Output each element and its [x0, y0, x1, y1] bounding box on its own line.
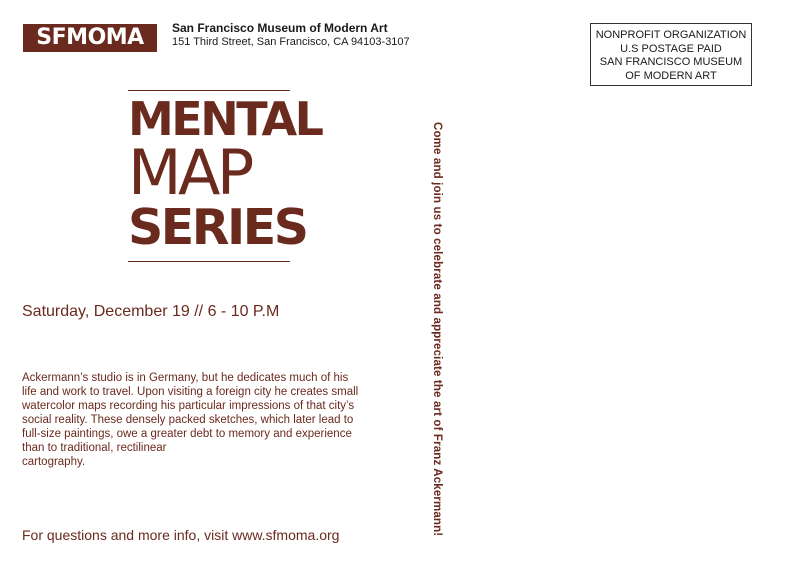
vertical-tagline: Come and join us to celebrate and appreciate the art of Franz Ackermann! — [431, 122, 443, 537]
organization-name: San Francisco Museum of Modern Art — [172, 21, 388, 35]
postage-line: U.S POSTAGE PAID — [620, 42, 722, 55]
postage-line: NONPROFIT ORGANIZATION — [595, 29, 747, 41]
description-line: Ackermann’s studio is in Germany, but he dedicates much of his — [22, 372, 349, 384]
title-line-map: MAP — [128, 136, 251, 209]
footer-info-link: For questions and more info, visit www.sfmoma.org — [22, 527, 340, 543]
title-line-mental: MENTAL — [128, 92, 322, 146]
postage-indicia — [590, 23, 752, 86]
event-date-time: Saturday, December 19 // 6 - 10 P.M — [22, 303, 280, 320]
organization-address: 151 Third Street, San Francisco, CA 94103-3107 — [172, 36, 410, 48]
description-line: watercolor maps recording his particular impressions of that city’s — [22, 400, 355, 412]
description-paragraph — [22, 371, 367, 469]
description-line: full-size paintings, owe a greater debt to memory and experience — [22, 428, 352, 440]
title-bottom-rule — [128, 261, 290, 262]
logo-text: SFMOMA — [36, 25, 144, 50]
title-line-series: SERIES — [128, 199, 307, 256]
description-line: than to traditional, rectilinear — [22, 442, 167, 454]
postage-line: OF MODERN ART — [625, 69, 717, 82]
postage-line: SAN FRANCISCO MUSEUM — [599, 56, 743, 68]
description-line: life and work to travel. Upon visiting a foreign city he creates small — [22, 386, 359, 398]
sfmoma-logo — [23, 24, 157, 52]
title-top-rule — [128, 90, 290, 91]
description-line: social reality. These densely packed sketches, which later lead to — [22, 414, 354, 426]
description-line: cartography. — [22, 456, 86, 468]
